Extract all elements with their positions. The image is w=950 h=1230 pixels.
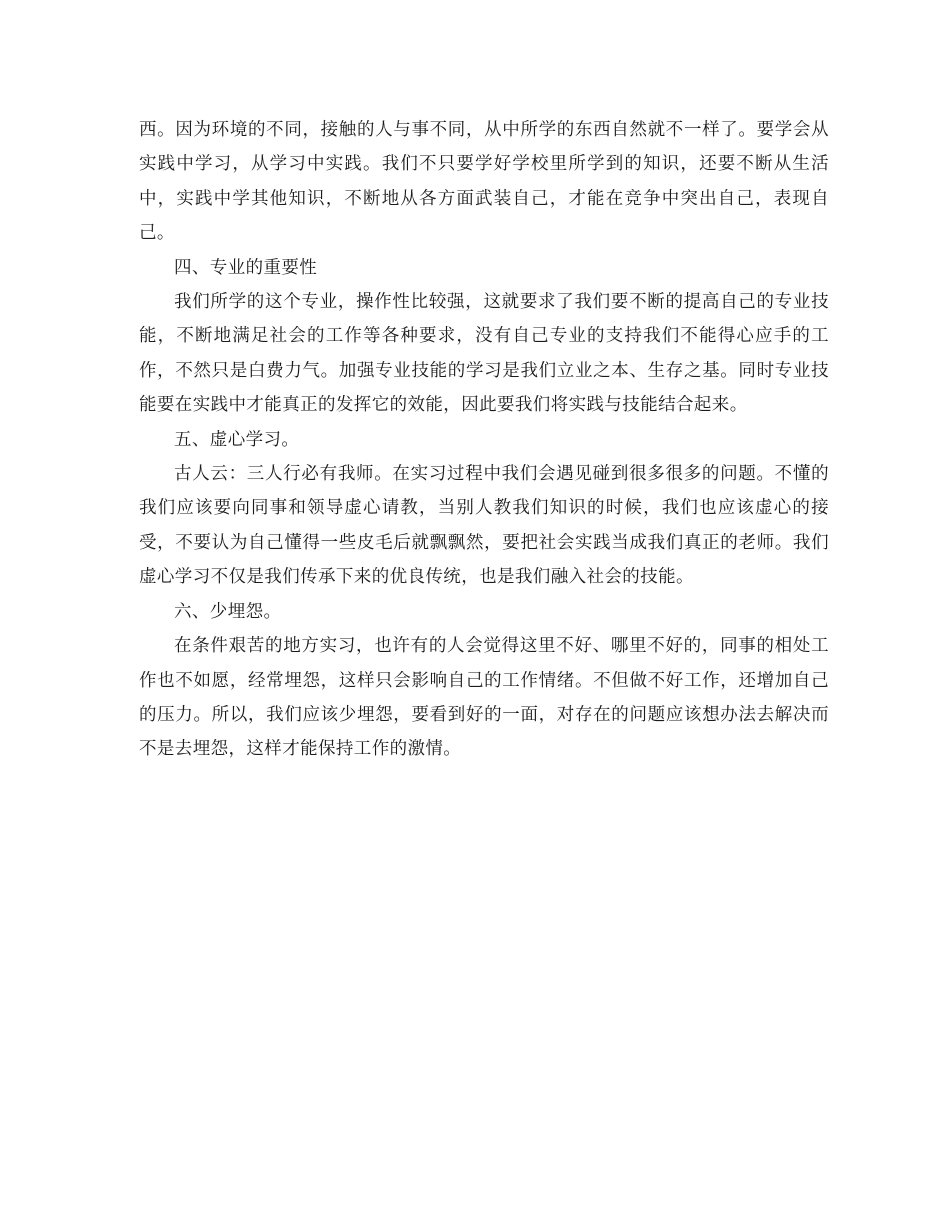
paragraph-less-complaining: 在条件艰苦的地方实习，也许有的人会觉得这里不好、哪里不好的，同事的相处工作也不如愿，经常埋怨，这样只会影响自己的工作情绪。不但做不好工作，还增加自己的压力。所以，我们应该少埋怨，要看到好的一面，对存在的问题应该想办法去解决而不是去埋怨，这样才能保持工作的激情。 [139,636,829,760]
paragraph-continuation: 西。因为环境的不同，接触的人与事不同，从中所学的东西自然就不一样了。要学会从实践中学习，从学习中实践。我们不只要学好学校里所学到的知识，还要不断从生活中，实践中学其他知识，不断地从各方面武装自己，才能在竞争中突出自己，表现自己。 [139,120,829,244]
paragraph-humble-learning: 古人云：三人行必有我师。在实习过程中我们会遇见碰到很多很多的问题。不懂的我们应该要向同事和领导虚心请教，当别人教我们知识的时候，我们也应该虚心的接受，不要认为自己懂得一些皮毛后就飘飘然，要把社会实践当成我们真正的老师。我们虚心学习不仅是我们传承下来的优良传统，也是我们融入社会的技能。 [139,464,829,588]
section-heading-humble-learning: 五、虚心学习。 [174,429,300,450]
section-heading-professional-importance: 四、专业的重要性 [174,257,318,278]
section-heading-less-complaining: 六、少埋怨。 [174,601,282,622]
document-body [139,113,829,767]
paragraph-professional-skills: 我们所学的这个专业，操作性比较强，这就要求了我们要不断的提高自己的专业技能，不断地满足社会的工作等各种要求，没有自己专业的支持我们不能得心应手的工作，不然只是白费力气。加强专业技能的学习是我们立业之本、生存之基。同时专业技能要在实践中才能真正的发挥它的效能，因此要我们将实践与技能结合起来。 [139,292,829,416]
